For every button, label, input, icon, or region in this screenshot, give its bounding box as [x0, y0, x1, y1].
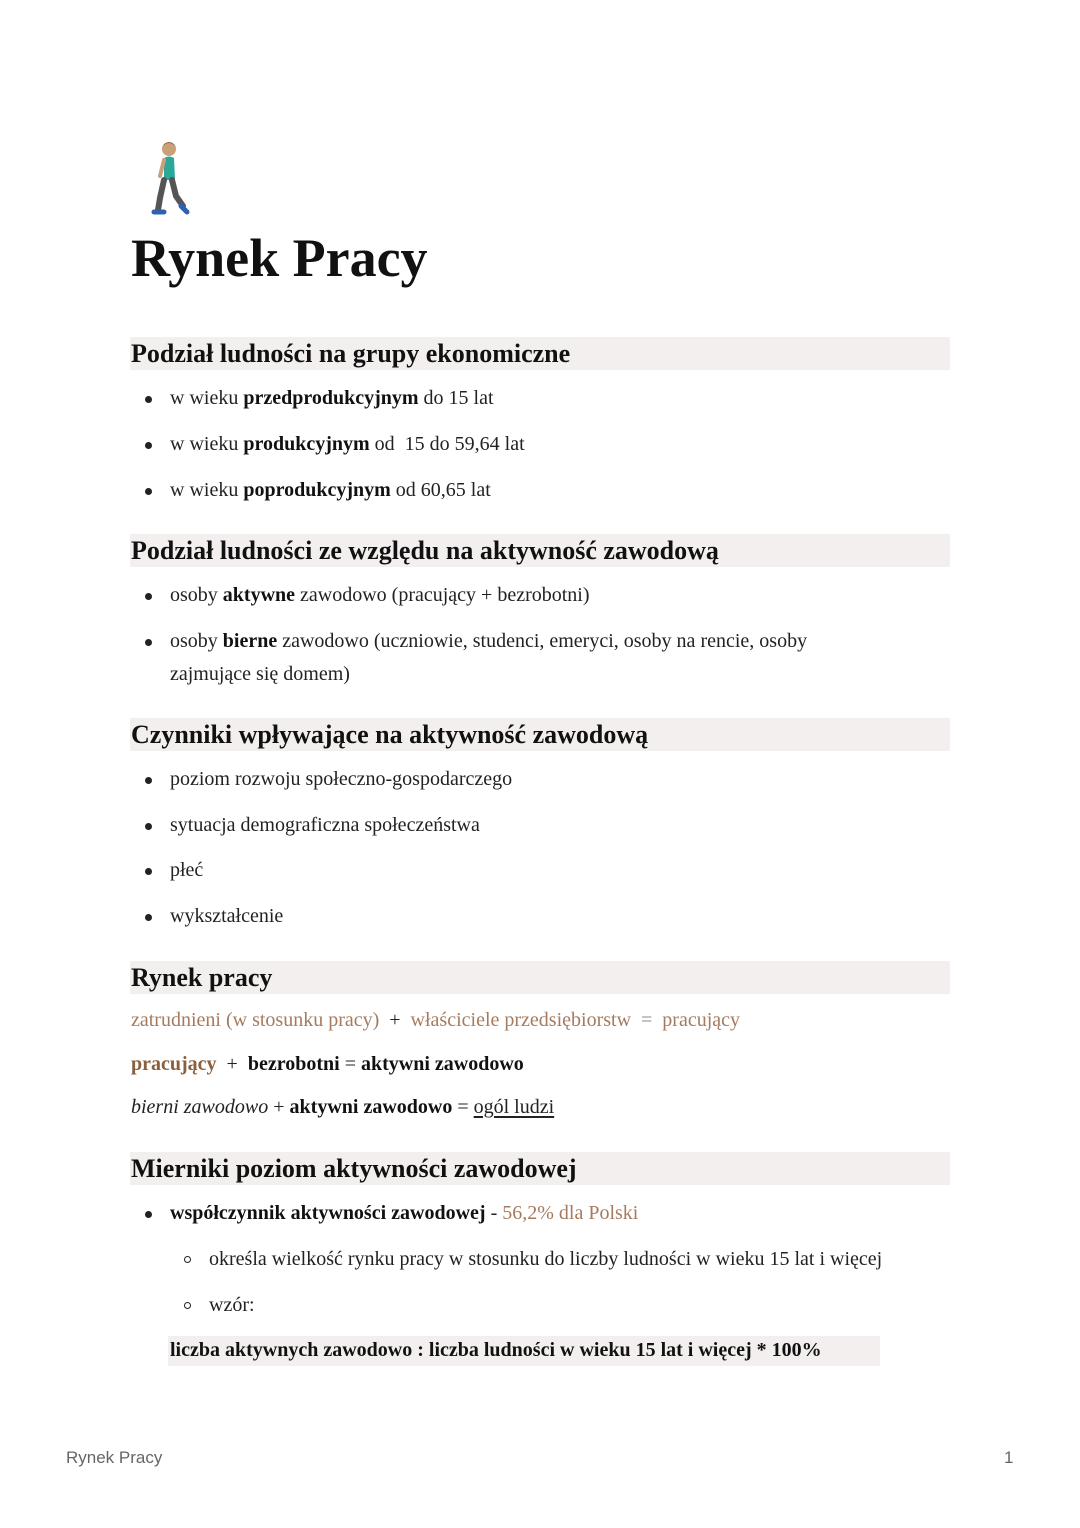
list-item: wykształcenie: [170, 905, 284, 927]
list-item: płeć: [170, 859, 204, 881]
section-heading: Czynniki wpływające na aktywność zawodową: [131, 720, 649, 749]
list-item: współczynnik aktywności zawodowej - 56,2% dla Polski: [170, 1202, 639, 1224]
section-heading: Podział ludności na grupy ekonomiczne: [131, 339, 571, 368]
bullet: [145, 639, 152, 646]
page-title: Rynek Pracy: [131, 228, 428, 288]
formula: liczba aktywnych zawodowo : liczba ludności w wieku 15 lat i więcej * 100%: [170, 1339, 822, 1361]
person-walking-icon: [150, 140, 194, 220]
equation-line: zatrudnieni (w stosunku pracy) + właściciele przedsiębiorstw = pracujący: [131, 1009, 741, 1031]
equation-line: pracujący + bezrobotni = aktywni zawodowo: [131, 1053, 524, 1075]
bullet: [145, 442, 152, 449]
sub-list-item: określa wielkość rynku pracy w stosunku do liczby ludności w wieku 15 lat i więcej: [209, 1248, 883, 1270]
bullet: [145, 823, 152, 830]
list-item: osoby bierne zawodowo (uczniowie, studenci, emeryci, osoby na rencie, osoby: [170, 630, 808, 652]
section-heading: Rynek pracy: [131, 963, 273, 992]
sub-bullet: [184, 1256, 191, 1263]
bullet: [145, 396, 152, 403]
list-item: poziom rozwoju społeczno-gospodarczego: [170, 768, 513, 790]
equation-line: bierni zawodowo + aktywni zawodowo = ogól ludzi: [131, 1096, 555, 1118]
list-item: sytuacja demograficzna społeczeństwa: [170, 814, 480, 836]
list-item-continuation: zajmujące się domem): [170, 663, 350, 685]
bullet: [145, 777, 152, 784]
list-item: w wieku poprodukcyjnym od 60,65 lat: [170, 479, 491, 501]
section-heading: Mierniki poziom aktywności zawodowej: [131, 1154, 577, 1183]
bullet: [145, 593, 152, 600]
sub-list-item: wzór:: [209, 1294, 255, 1316]
bullet: [145, 868, 152, 875]
list-item: w wieku produkcyjnym od 15 do 59,64 lat: [170, 433, 525, 455]
section-heading: Podział ludności ze względu na aktywność zawodową: [131, 536, 719, 565]
page-number: 1: [1004, 1448, 1014, 1467]
bullet: [145, 488, 152, 495]
sub-bullet: [184, 1302, 191, 1309]
bullet: [145, 914, 152, 921]
bullet: [145, 1211, 152, 1218]
footer-title: Rynek Pracy: [66, 1448, 163, 1467]
list-item: osoby aktywne zawodowo (pracujący + bezrobotni): [170, 584, 590, 606]
list-item: w wieku przedprodukcyjnym do 15 lat: [170, 387, 494, 409]
